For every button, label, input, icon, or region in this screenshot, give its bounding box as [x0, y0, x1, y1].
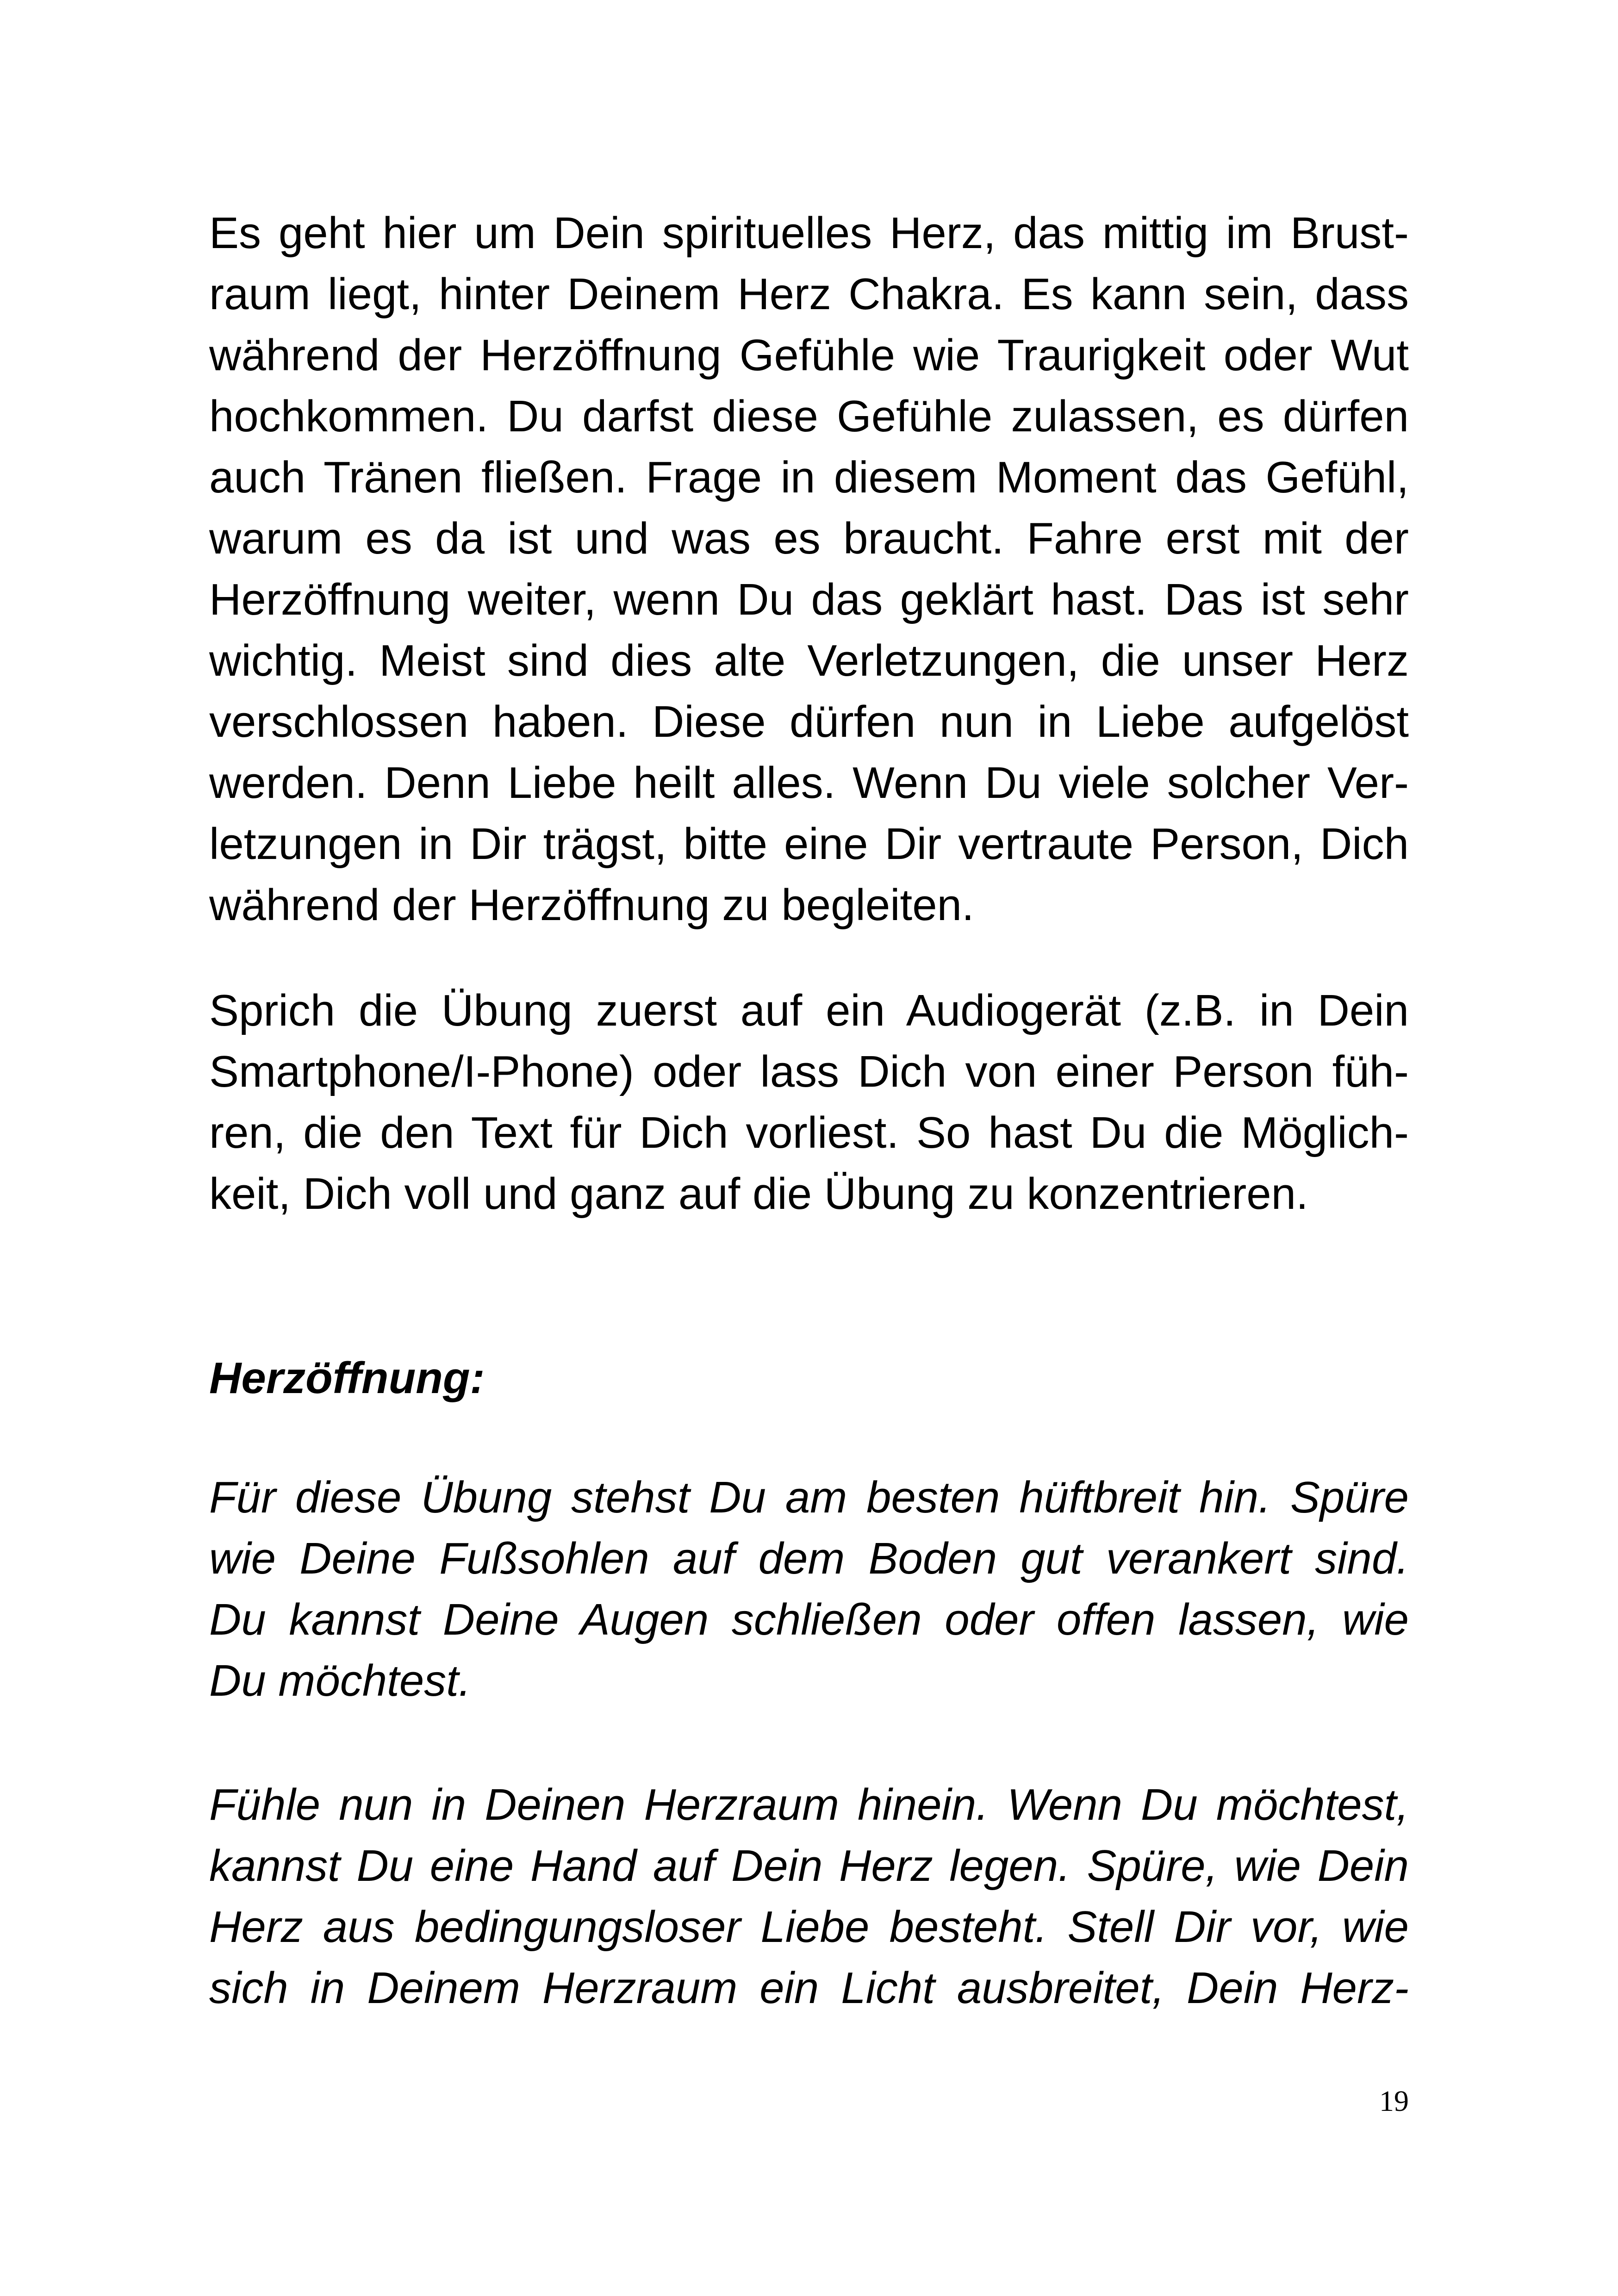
section-heading: Herzöffnung:	[209, 1353, 485, 1403]
text-line: sich in Deinem Herzraum ein Licht ausbreitet, Dein Herz-	[209, 1963, 1409, 2013]
text-line: Es geht hier um Dein spirituelles Herz, das mittig im Brust-	[209, 208, 1409, 258]
text-line: Fühle nun in Deinen Herzraum hinein. Wenn Du möchtest,	[209, 1780, 1409, 1829]
paragraph-instructions	[209, 980, 1409, 1225]
text-line: während der Herzöffnung zu begleiten.	[209, 880, 974, 930]
text-line: hochkommen. Du darfst diese Gefühle zulassen, es dürfen	[209, 392, 1409, 441]
text-line: verschlossen haben. Diese dürfen nun in Liebe aufgelöst	[209, 697, 1409, 747]
text-line: wichtig. Meist sind dies alte Verletzungen, die unser Herz	[209, 636, 1409, 685]
text-line: raum liegt, hinter Deinem Herz Chakra. Es kann sein, dass	[209, 269, 1409, 319]
text-line: Smartphone/I-Phone) oder lass Dich von einer Person füh-	[209, 1047, 1409, 1096]
text-line: Für diese Übung stehst Du am besten hüftbreit hin. Spüre	[209, 1473, 1409, 1522]
page-number: 19	[1379, 2084, 1409, 2117]
text-line: Du kannst Deine Augen schließen oder offen lassen, wie	[209, 1595, 1409, 1644]
paragraph-exercise-stance	[209, 1467, 1409, 1711]
text-line: Herzöffnung weiter, wenn Du das geklärt hast. Das ist sehr	[209, 575, 1409, 624]
text-line: kannst Du eine Hand auf Dein Herz legen. Spüre, wie Dein	[209, 1841, 1409, 1891]
text-line: auch Tränen fließen. Frage in diesem Moment das Gefühl,	[209, 453, 1409, 502]
text-line: Sprich die Übung zuerst auf ein Audiogerät (z.B. in Dein	[209, 986, 1409, 1035]
text-line: warum es da ist und was es braucht. Fahre erst mit der	[209, 514, 1409, 563]
text-line: wie Deine Fußsohlen auf dem Boden gut verankert sind.	[209, 1534, 1409, 1583]
text-line: Du möchtest.	[209, 1656, 471, 1705]
text-line: letzungen in Dir trägst, bitte eine Dir vertraute Person, Dich	[209, 819, 1409, 869]
text-line: ren, die den Text für Dich vorliest. So hast Du die Möglich-	[209, 1108, 1409, 1157]
text-line: werden. Denn Liebe heilt alles. Wenn Du viele solcher Ver-	[209, 758, 1409, 808]
paragraph-intro	[209, 203, 1409, 936]
text-line: Herz aus bedingungsloser Liebe besteht. Stell Dir vor, wie	[209, 1902, 1409, 1952]
text-line: während der Herzöffnung Gefühle wie Traurigkeit oder Wut	[209, 330, 1409, 380]
paragraph-exercise-heart	[209, 1774, 1409, 2019]
text-line: keit, Dich voll und ganz auf die Übung zu konzentrieren.	[209, 1169, 1308, 1219]
